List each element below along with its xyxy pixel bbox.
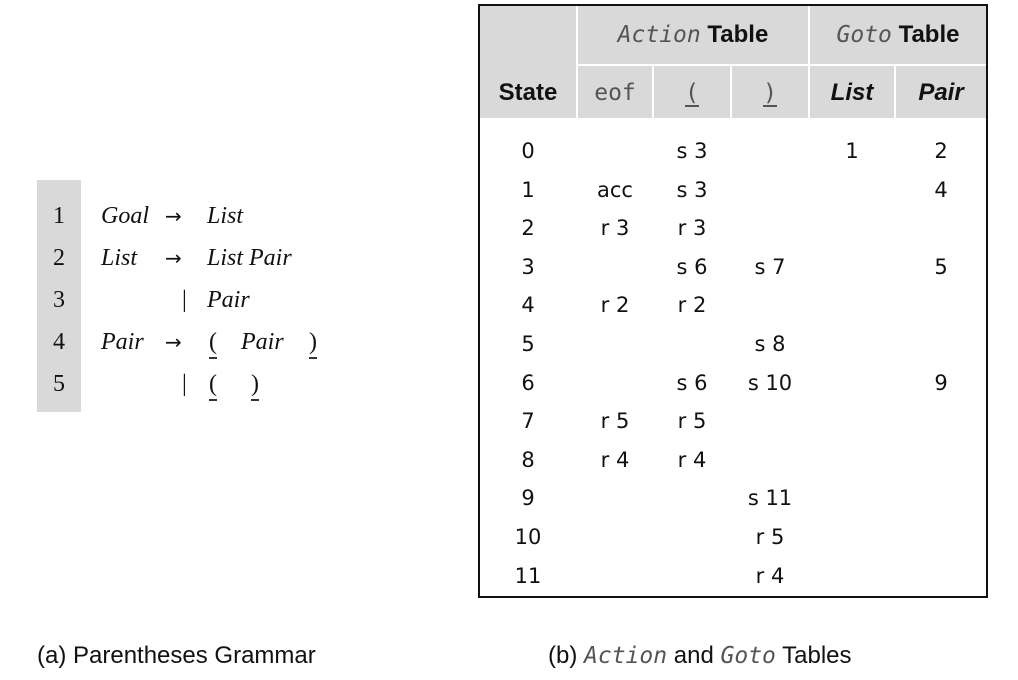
- pair-cell: 2: [934, 139, 948, 163]
- open-paren-token: (: [209, 329, 217, 355]
- alternative-bar: |: [182, 287, 187, 313]
- state-cell: 6: [521, 370, 535, 395]
- open-paren-cell: s 6: [676, 370, 708, 395]
- close-paren-cell: s 7: [754, 254, 786, 279]
- open-paren-cell: r 2: [677, 293, 707, 318]
- pair-column-header: Pair: [918, 79, 964, 106]
- close-paren-column-header: ): [763, 80, 777, 106]
- close-paren-cell: r 4: [755, 563, 785, 588]
- rule-rhs: List Pair: [207, 245, 292, 271]
- open-paren-cell: r 4: [677, 447, 707, 472]
- open-paren-cell: r 5: [677, 409, 707, 434]
- open-paren-column-header: (: [685, 80, 699, 106]
- eof-cell: acc: [597, 177, 633, 202]
- eof-column-header: eof: [594, 80, 636, 106]
- pair-cell: 4: [934, 177, 948, 202]
- state-cell: 1: [521, 177, 535, 202]
- open-paren-cell: s 3: [676, 139, 708, 163]
- rule-number: 2: [53, 245, 65, 271]
- derives-arrow: →: [165, 204, 182, 228]
- open-paren-cell: s 3: [676, 177, 708, 202]
- open-paren-cell: r 3: [677, 216, 707, 241]
- pair-cell: 5: [934, 254, 948, 279]
- table-row: [480, 402, 986, 440]
- table-row: [480, 557, 986, 595]
- state-cell: 2: [521, 216, 535, 241]
- table-row: [480, 441, 986, 479]
- table-caption: (b) Action and Goto Tables: [548, 642, 852, 669]
- derives-arrow: →: [165, 330, 182, 354]
- state-cell: 5: [521, 332, 535, 356]
- rule-lhs: List: [101, 245, 138, 271]
- pair-cell: 9: [934, 370, 948, 395]
- table-row: [480, 479, 986, 517]
- rule-rhs: Pair: [241, 329, 284, 355]
- rule-lhs: Goal: [101, 203, 149, 229]
- eof-cell: r 4: [600, 447, 630, 472]
- close-paren-token: ): [309, 329, 317, 355]
- close-paren-cell: s 11: [747, 486, 793, 511]
- table-row: [480, 248, 986, 286]
- table-row: [480, 518, 986, 556]
- rule-number: 4: [53, 329, 65, 355]
- eof-cell: r 3: [600, 216, 630, 241]
- alternative-bar: |: [182, 371, 187, 397]
- list-column-header: List: [830, 79, 874, 106]
- table-row: [480, 325, 986, 363]
- close-paren-token: ): [251, 371, 259, 397]
- rule-rhs: List: [207, 203, 244, 229]
- list-cell: 1: [845, 139, 859, 163]
- open-paren-token: (: [209, 371, 217, 397]
- close-paren-cell: s 8: [754, 332, 786, 356]
- state-cell: 10: [514, 525, 542, 549]
- table-row: [480, 209, 986, 247]
- table-row: [480, 286, 986, 324]
- action-table-header: Action Table: [617, 21, 769, 48]
- goto-table-header: Goto Table: [836, 21, 960, 48]
- rule-number: 1: [53, 203, 65, 229]
- state-cell: 11: [514, 563, 542, 588]
- state-cell: 9: [521, 486, 535, 511]
- state-cell: 4: [521, 293, 535, 318]
- table-row: [480, 364, 986, 402]
- state-cell: 3: [521, 254, 535, 279]
- eof-cell: r 5: [600, 409, 630, 434]
- rule-number: 5: [53, 371, 65, 397]
- state-cell: 7: [521, 409, 535, 434]
- state-cell: 8: [521, 447, 535, 472]
- table-row: [480, 171, 986, 209]
- eof-cell: r 2: [600, 293, 630, 318]
- derives-arrow: →: [165, 246, 182, 270]
- rule-number: 3: [53, 287, 65, 313]
- close-paren-cell: s 10: [747, 370, 793, 395]
- state-column-header: State: [498, 79, 558, 106]
- state-cell: 0: [521, 139, 535, 163]
- close-paren-cell: r 5: [755, 525, 785, 549]
- rule-rhs: Pair: [207, 287, 250, 313]
- table-row: [480, 132, 986, 170]
- rule-lhs: Pair: [101, 329, 144, 355]
- open-paren-cell: s 6: [676, 254, 708, 279]
- grammar-caption: (a) Parentheses Grammar: [37, 642, 316, 669]
- action-goto-table: [478, 4, 988, 598]
